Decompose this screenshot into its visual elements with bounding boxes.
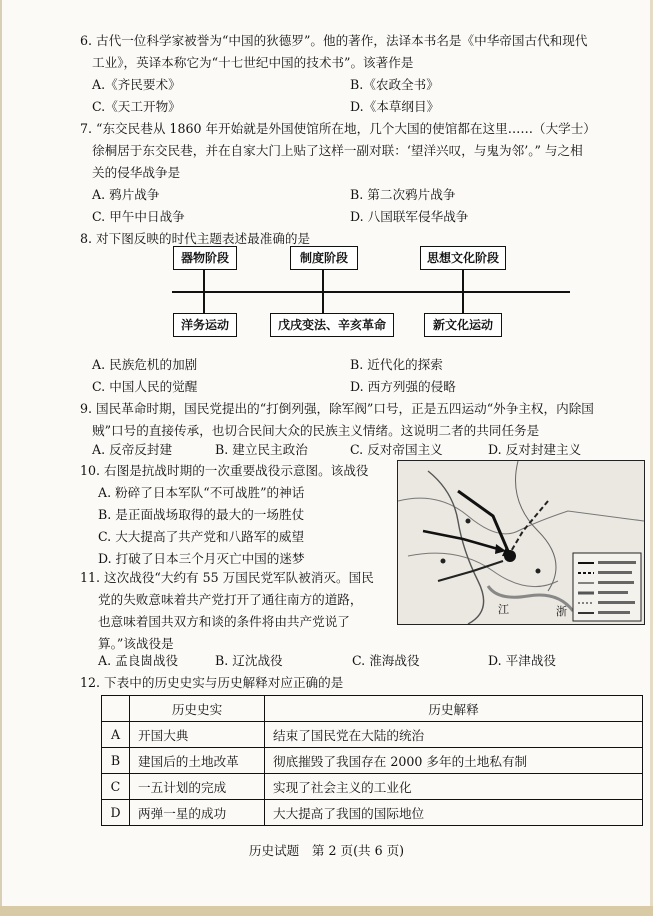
table-cell-fact: 建国后的土地改革 [130, 748, 265, 774]
page-edge-left [0, 0, 2, 916]
q7-option-c: C. 甲午中日战争 [92, 209, 185, 224]
q11-option-b: B. 辽沈战役 [215, 653, 283, 668]
timeline-axis [172, 291, 570, 293]
table-cell-letter: D [102, 800, 130, 826]
history-facts-table [101, 695, 643, 826]
stage-box-1: 器物阶段 [173, 246, 237, 270]
stage-box-3: 思想文化阶段 [420, 246, 506, 270]
table-cell-explanation: 大大提高了我国的国际地位 [265, 800, 643, 826]
q7-stem-line2: 徐桐居于东交民巷，并在自家大门上贴了这样一副对联：‘望洋兴叹，与鬼为邻’。” 与之相 [92, 143, 583, 158]
q8-option-a: A. 民族危机的加剧 [92, 357, 198, 372]
q6-stem-line1: 6. 古代一位科学家被誉为“中国的狄德罗”。他的著作，法译本书名是《中华帝国古代和现代 [80, 33, 588, 48]
q8-option-b: B. 近代化的探索 [350, 357, 443, 372]
q9-stem-line2: 贼”口号的直接传承，也切合民间大众的民族主义情绪。这说明二者的共同任务是 [92, 423, 540, 438]
q10-option-c: C. 大大提高了共产党和八路军的威望 [98, 529, 305, 544]
stage-box-2: 制度阶段 [290, 246, 358, 270]
table-row [102, 722, 643, 748]
page-edge-bottom [0, 906, 653, 916]
q7-stem-line3: 关的侵华战争是 [92, 165, 181, 180]
q10-option-d: D. 打破了日本三个月灭亡中国的迷梦 [98, 551, 305, 566]
q11-stem-line2: 党的失败意味着共产党打开了通往南方的道路， [98, 592, 363, 607]
table-row [102, 774, 643, 800]
event-box-1: 洋务运动 [173, 313, 237, 337]
table-cell-letter: C [102, 774, 130, 800]
q10-option-a: A. 粉碎了日本军队“不可战胜”的神话 [98, 485, 305, 500]
q9-option-a: A. 反帝反封建 [92, 442, 173, 457]
q11-option-d: D. 平津战役 [488, 653, 557, 668]
table-cell-fact: 开国大典 [130, 722, 265, 748]
q11-option-a: A. 孟良崮战役 [98, 653, 179, 668]
table-cell-explanation: 实现了社会主义的工业化 [265, 774, 643, 800]
q10-stem: 10. 右图是抗战时期的一次重要战役示意图。该战役 [80, 463, 369, 478]
q9-option-d: D. 反对封建主义 [488, 442, 582, 457]
q8-option-c: C. 中国人民的觉醒 [92, 379, 198, 394]
q7-option-b: B. 第二次鸦片战争 [350, 187, 456, 202]
q12-stem: 12. 下表中的历史史实与历史解释对应正确的是 [80, 675, 344, 690]
timeline-tick-2 [322, 270, 324, 313]
q6-option-b: B.《农政全书》 [350, 77, 439, 92]
q6-stem-line2: 工业》，英译本称它为“十七世纪中国的技术书”。该著作是 [92, 55, 414, 70]
battle-map-figure [397, 460, 645, 625]
event-box-3: 新文化运动 [424, 313, 502, 337]
table-row [102, 748, 643, 774]
timeline-tick-3 [462, 270, 464, 313]
q8-option-d: D. 西方列强的侵略 [350, 379, 456, 394]
q11-stem-line1: 11. 这次战役“大约有 55 万国民党军队被消灭。国民 [80, 570, 374, 585]
table-header-cell: 历史解释 [265, 696, 643, 722]
q9-option-b: B. 建立民主政治 [215, 442, 308, 457]
timeline-tick-1 [203, 270, 205, 313]
page-footer: 历史试题 第 2 页(共 6 页) [248, 843, 405, 858]
q11-stem-line3: 也意味着国共双方和谈的条件将由共产党说了 [98, 614, 350, 629]
table-cell-explanation: 彻底摧毁了我国存在 2000 多年的土地私有制 [265, 748, 643, 774]
q7-stem-line1: 7. “东交民巷从 1860 年开始就是外国使馆所在地，几个大国的使馆都在这里……（大学士） [80, 121, 596, 136]
q9-stem-line1: 9. 国民革命时期，国民党提出的“打倒列强，除军阀”口号，正是五四运动“外争主权，内除国 [80, 401, 594, 416]
table-cell-letter: B [102, 748, 130, 774]
q10-option-b: B. 是正面战场取得的最大的一场胜仗 [98, 507, 305, 522]
q9-option-c: C. 反对帝国主义 [350, 442, 443, 457]
q6-option-d: D.《本草纲目》 [350, 99, 440, 114]
q6-option-a: A.《齐民要术》 [92, 77, 181, 92]
q8-stem: 8. 对下图反映的时代主题表述最准确的是 [80, 231, 311, 246]
map-label-jiang: 江 [498, 603, 509, 616]
q11-option-c: C. 淮海战役 [352, 653, 420, 668]
table-row [102, 800, 643, 826]
table-cell-letter: A [102, 722, 130, 748]
table-cell-fact: 两弹一星的成功 [130, 800, 265, 826]
q7-option-d: D. 八国联军侵华战争 [350, 209, 469, 224]
table-header-cell: 历史史实 [130, 696, 265, 722]
table-header-cell [102, 696, 130, 722]
battle-map-drawing [398, 461, 644, 624]
table-cell-explanation: 结束了国民党在大陆的统治 [265, 722, 643, 748]
table-header-row [102, 696, 643, 722]
q7-option-a: A. 鸦片战争 [92, 187, 160, 202]
map-label-zhe: 浙 [556, 605, 567, 618]
event-box-2: 戊戌变法、辛亥革命 [270, 313, 394, 337]
q11-stem-line4: 算。”该战役是 [98, 636, 174, 651]
q6-option-c: C.《天工开物》 [92, 99, 181, 114]
table-cell-fact: 一五计划的完成 [130, 774, 265, 800]
